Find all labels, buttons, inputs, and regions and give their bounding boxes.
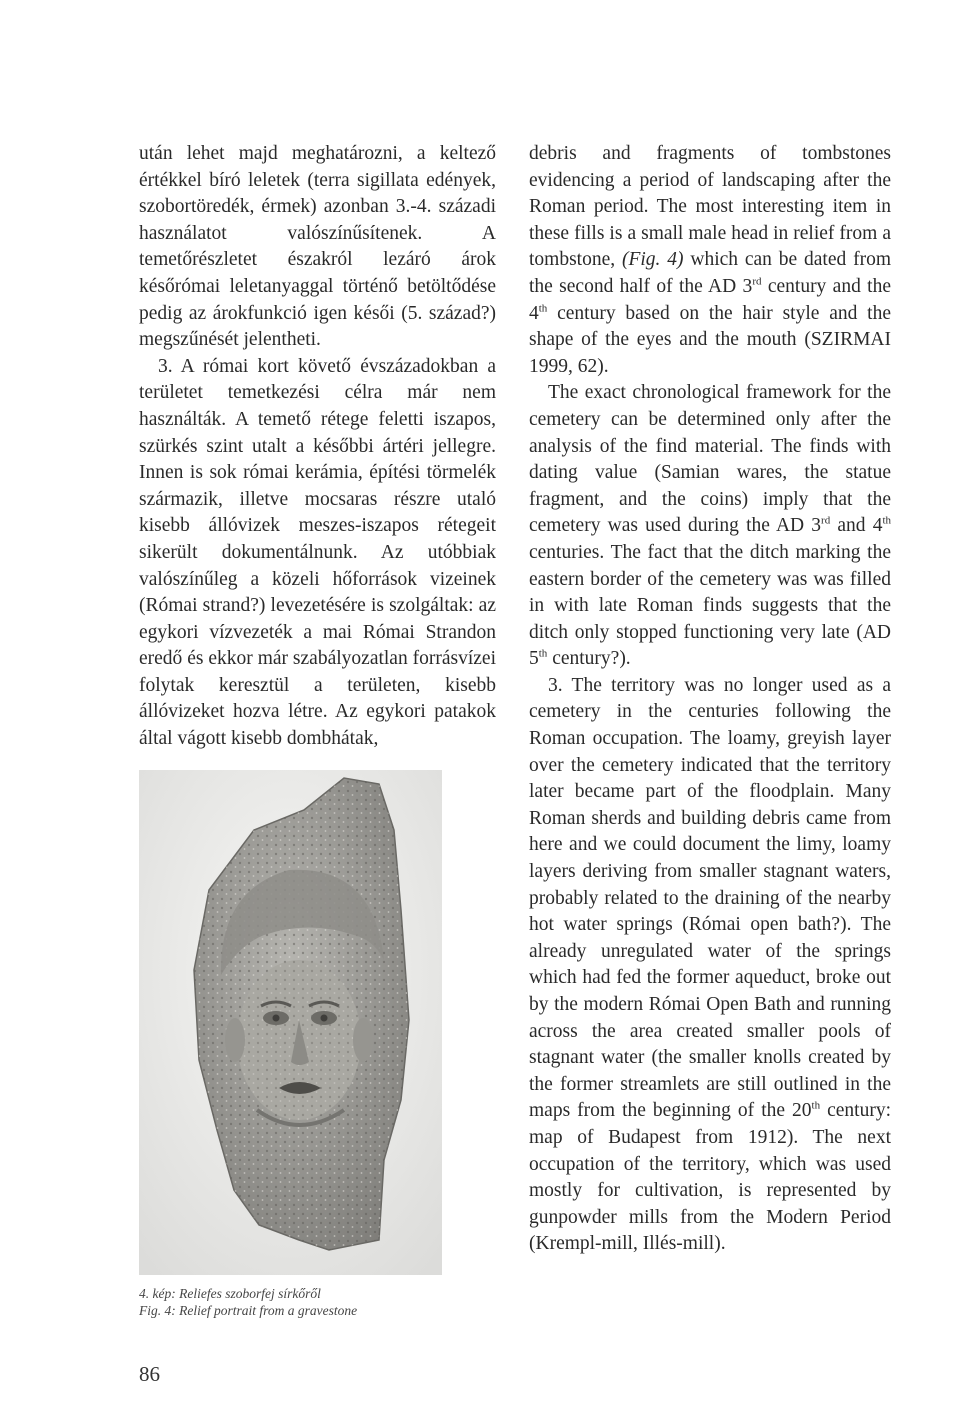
figure-caption <box>139 1285 499 1319</box>
caption-english: Fig. 4: Relief portrait from a gravestone <box>139 1303 358 1318</box>
left-paragraph-2: 3. A római kort követő évszázadokban a területet temetkezési célra már nem használták. A temető rétege feletti iszapos, szürkés szint utalt a későbbi ártéri jellegre. Innen is sok római kerámia, építési törmelék származik, illetve mocsaras részre utaló kisebb állóvizek meszes-iszapos rétegeit sikerült dokumentálnunk. Az utóbbiak valószínűleg a közeli hőforrások vizeinek (Római strand?) levezetésére is szolgáltak: az egykori vízvezeték a mai Római Strandon eredő és ekkor már szabályozatlan forrásvízei folytak keresztül a területen, kisebb állóvizeket hozva létre. Az egykori patakok által vágott kisebb dombhátak, <box>139 355 496 750</box>
relief-head-illustration <box>139 770 442 1275</box>
right-paragraph-1: debris and fragments of tombstones evidencing a period of landscaping after the Roman period. The most interesting item in these fills is a small male head in relief from a tombstone, (Fig. 4) which can be dated from the second half of the AD 3rd century and the 4th century based on the hair style and the shape of the eyes and the mouth (SZIRMAI 1999, 62). <box>529 143 891 377</box>
left-paragraph-1: után lehet majd meghatározni, a keltező értékkel bíró leletek (terra sigillata edények, szobortöredék, érmek) azonban 3.-4. századi használatot valószínűsítenek. A temetőrészletet északról lezáró árok későrómai leletanyaggal történő betöltődése pedig az árokfunkció igen késői (5. század?) megszűnését jelentheti. <box>139 143 496 351</box>
figure-reference: (Fig. 4) <box>621 249 684 271</box>
right-column-english <box>529 141 891 1258</box>
caption-hungarian: 4. kép: Reliefes szoborfej sírkőről <box>139 1286 321 1301</box>
relief-head-photo <box>139 770 442 1275</box>
right-paragraph-2: The exact chronological framework for the cemetery can be determined only after the analysis of the find material. The finds with dating value (Samian wares, the statue fragment, and the coins) imply that the cemetery was used during the AD 3rd and 4th centuries. The fact that the ditch marking the eastern border of the cemetery was was filled in with late Roman finds suggests that the ditch only stopped functioning very late (AD 5th century?). <box>529 382 892 670</box>
left-column-hungarian <box>139 141 496 753</box>
right-paragraph-3: 3. The territory was no longer used as a cemetery in the centuries following the Roman occupation. The loamy, greyish layer over the cemetery indicated that the territory later became part of the floodplain. Many Roman sherds and building debris came from here and we could document the limy, loamy layers deriving from smaller stagnant waters, probably related to the draining of the nearby hot water springs (Római open bath?). The already unregulated water of the springs which had fed the former aqueduct, broke out by the modern Római Open Bath and running across the area created smaller pools of stagnant water (the smaller knolls created by the former streamlets are still outlined in the maps from the beginning of the 20th century: map of Budapest from 1912). The next occupation of the territory, which was used mostly for cultivation, is represented by gunpowder mills from the Modern Period (Krempl-mill, Illés-mill). <box>529 674 891 1255</box>
page-number: 86 <box>139 1362 160 1386</box>
